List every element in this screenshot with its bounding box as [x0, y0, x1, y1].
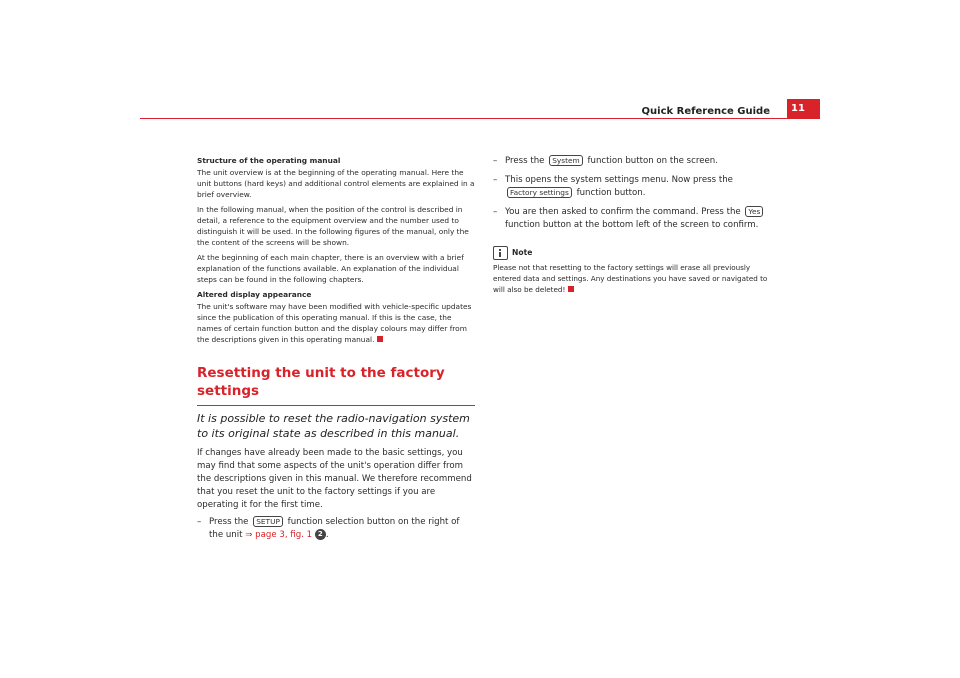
- step-text: function button on the screen.: [587, 156, 718, 166]
- step-text: This opens the system settings menu. Now press the: [505, 175, 733, 185]
- setup-key: SETUP: [253, 516, 283, 527]
- step-text: function selection button on the right of the unit: [209, 517, 460, 540]
- structure-heading: Structure of the operating manual: [197, 156, 341, 165]
- factory-settings-key: Factory settings: [507, 187, 572, 198]
- step-text: function button at the bottom left of the screen to confirm.: [505, 220, 759, 230]
- structure-p3: At the beginning of each main chapter, there is an overview with a brief explanation of the functions available. An explanation of the individual steps can be found in the following chapters.: [197, 253, 464, 284]
- section-intro: It is possible to reset the radio-navigation system to its original state as described in this manual.: [197, 412, 470, 440]
- note-heading: Note: [493, 246, 778, 260]
- step-dash: –: [493, 207, 498, 217]
- step-text: Press the: [505, 156, 545, 166]
- step-factory-settings: [493, 174, 778, 200]
- end-of-section-mark: [377, 336, 383, 342]
- step-text: You are then asked to confirm the command. Press the: [505, 207, 741, 217]
- structure-p1: The unit overview is at the beginning of the operating manual. Here the unit buttons (hard keys) and additional control elements are explained in a brief overview.: [197, 168, 475, 199]
- altered-heading: Altered display appearance: [197, 290, 312, 299]
- info-icon: [493, 246, 508, 260]
- page-number-badge: 11: [787, 99, 820, 119]
- step-dash: –: [197, 517, 202, 527]
- step-text: Press the: [209, 517, 249, 527]
- step-system: [493, 155, 778, 168]
- step-dash: –: [493, 175, 498, 185]
- step-setup: – Press the SETUP function selection button on the right of the unit ⇒ page 3, fig. 1 2 .: [197, 517, 460, 540]
- left-column: [197, 155, 475, 545]
- step-dash: –: [493, 156, 498, 166]
- end-of-section-mark: [568, 286, 574, 292]
- system-key: System: [549, 155, 583, 166]
- yes-key: Yes: [745, 206, 763, 217]
- callout-number: 2: [315, 529, 326, 540]
- page-reference-link[interactable]: ⇒ page 3, fig. 1: [245, 530, 313, 540]
- altered-p: The unit's software may have been modified with vehicle-specific updates since the publication of this operating manual. If this is the case, the names of certain function button and the display colours may differ from the descriptions given in this operating manual.: [197, 302, 472, 344]
- page-header-title: Quick Reference Guide: [641, 106, 770, 117]
- section-body: If changes have already been made to the basic settings, you may find that some aspects of the unit's operation differ from the descriptions given in this manual. We therefore recommend that you reset the unit to the factory settings if you are operating it for the first time.: [197, 448, 472, 510]
- structure-p2: In the following manual, when the position of the control is described in detail, a reference to the equipment overview and the number used to distinguish it will be used. In the following figures of the manual, only the the content of the screens will be shown.: [197, 205, 469, 247]
- step-confirm: [493, 206, 778, 232]
- section-title: Resetting the unit to the factory settings: [197, 364, 475, 406]
- note-text: Please not that resetting to the factory settings will erase all previously entered data and settings. Any destinations you have saved or navigated to will also be deleted!: [493, 263, 768, 294]
- right-column: [493, 155, 778, 295]
- step-text: function button.: [576, 188, 646, 198]
- header-rule: [140, 118, 820, 119]
